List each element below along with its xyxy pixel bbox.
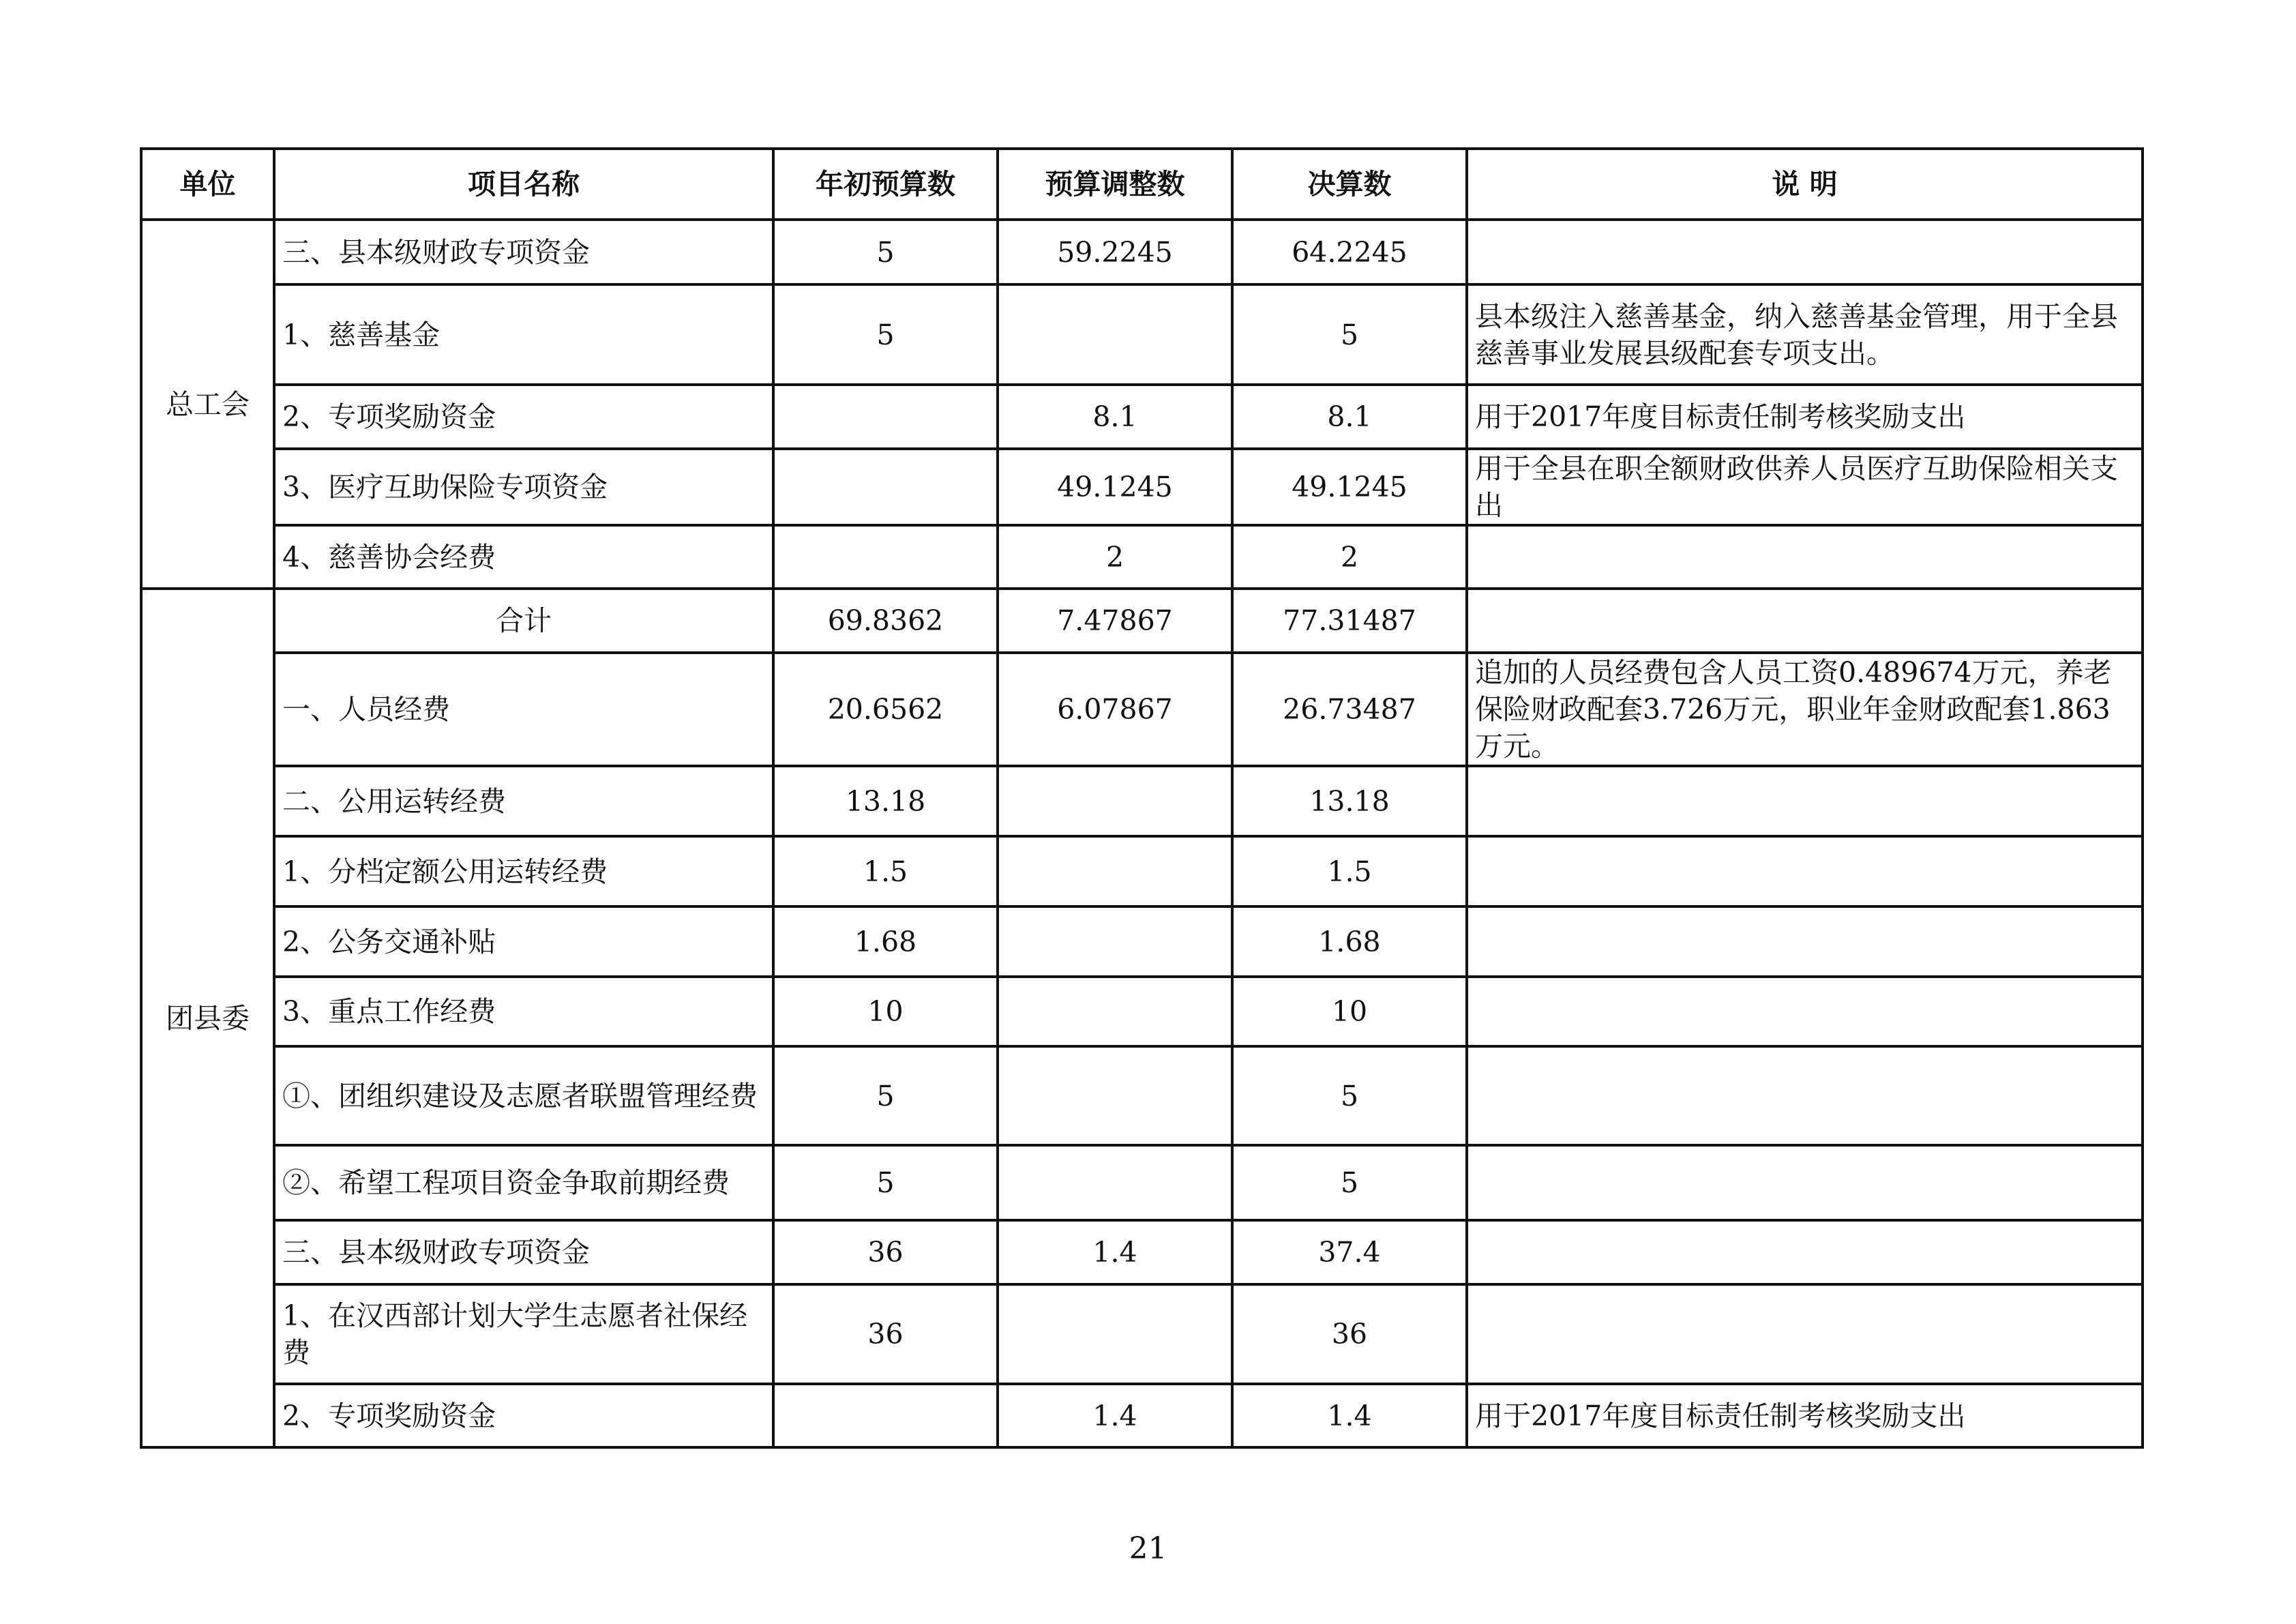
table-row xyxy=(141,449,2143,525)
project-name-cell: ②、希望工程项目资金争取前期经费 xyxy=(274,1145,773,1220)
budget-adjustment-cell xyxy=(998,836,1232,906)
budget-table xyxy=(140,147,2144,1449)
budget-adjustment-cell: 49.1245 xyxy=(998,449,1232,525)
initial-budget-cell: 5 xyxy=(773,284,998,385)
final-account-cell: 5 xyxy=(1232,284,1467,385)
initial-budget-cell xyxy=(773,1384,998,1447)
final-account-cell: 2 xyxy=(1232,525,1467,589)
table-row xyxy=(141,836,2143,906)
initial-budget-cell: 5 xyxy=(773,1046,998,1145)
initial-budget-cell: 36 xyxy=(773,1284,998,1384)
budget-adjustment-cell: 7.47867 xyxy=(998,589,1232,653)
project-name-cell: 3、医疗互助保险专项资金 xyxy=(274,449,773,525)
budget-adjustment-cell: 6.07867 xyxy=(998,653,1232,766)
table-row xyxy=(141,385,2143,449)
header-final-account: 决算数 xyxy=(1232,149,1467,220)
project-name-cell: 一、人员经费 xyxy=(274,653,773,766)
final-account-cell: 49.1245 xyxy=(1232,449,1467,525)
budget-adjustment-cell xyxy=(998,1046,1232,1145)
note-cell: 用于2017年度目标责任制考核奖励支出 xyxy=(1467,385,2143,449)
note-cell xyxy=(1467,906,2143,977)
final-account-cell: 5 xyxy=(1232,1145,1467,1220)
budget-adjustment-cell: 8.1 xyxy=(998,385,1232,449)
project-name-cell: 1、慈善基金 xyxy=(274,284,773,385)
project-name-cell: 1、分档定额公用运转经费 xyxy=(274,836,773,906)
final-account-cell: 5 xyxy=(1232,1046,1467,1145)
table-row xyxy=(141,1046,2143,1145)
project-name-cell: 二、公用运转经费 xyxy=(274,766,773,836)
final-account-cell: 1.5 xyxy=(1232,836,1467,906)
budget-adjustment-cell xyxy=(998,906,1232,977)
budget-adjustment-cell xyxy=(998,284,1232,385)
final-account-cell: 1.4 xyxy=(1232,1384,1467,1447)
final-account-cell: 10 xyxy=(1232,977,1467,1046)
budget-adjustment-cell xyxy=(998,977,1232,1046)
project-name-cell: ①、团组织建设及志愿者联盟管理经费 xyxy=(274,1046,773,1145)
budget-adjustment-cell: 1.4 xyxy=(998,1384,1232,1447)
note-cell: 县本级注入慈善基金，纳入慈善基金管理，用于全县慈善事业发展县级配套专项支出。 xyxy=(1467,284,2143,385)
project-name-cell: 3、重点工作经费 xyxy=(274,977,773,1046)
note-cell xyxy=(1467,766,2143,836)
note-cell xyxy=(1467,1220,2143,1284)
table-row xyxy=(141,220,2143,284)
final-account-cell: 36 xyxy=(1232,1284,1467,1384)
header-project-name: 项目名称 xyxy=(274,149,773,220)
header-note: 说 明 xyxy=(1467,149,2143,220)
initial-budget-cell: 36 xyxy=(773,1220,998,1284)
table-row xyxy=(141,284,2143,385)
note-cell: 用于全县在职全额财政供养人员医疗互助保险相关支出 xyxy=(1467,449,2143,525)
header-initial-budget: 年初预算数 xyxy=(773,149,998,220)
unit-cell-zonggonghui: 总工会 xyxy=(141,220,274,589)
initial-budget-cell xyxy=(773,449,998,525)
project-name-cell: 4、慈善协会经费 xyxy=(274,525,773,589)
page-number: 21 xyxy=(1129,1531,1167,1566)
table-row xyxy=(141,1284,2143,1384)
note-cell xyxy=(1467,589,2143,653)
final-account-cell: 77.31487 xyxy=(1232,589,1467,653)
project-name-cell: 1、在汉西部计划大学生志愿者社保经费 xyxy=(274,1284,773,1384)
initial-budget-cell: 1.5 xyxy=(773,836,998,906)
header-unit: 单位 xyxy=(141,149,274,220)
final-account-cell: 1.68 xyxy=(1232,906,1467,977)
note-cell xyxy=(1467,836,2143,906)
note-cell xyxy=(1467,1145,2143,1220)
note-cell xyxy=(1467,1284,2143,1384)
initial-budget-cell: 20.6562 xyxy=(773,653,998,766)
note-cell xyxy=(1467,977,2143,1046)
note-cell xyxy=(1467,1046,2143,1145)
budget-adjustment-cell: 59.2245 xyxy=(998,220,1232,284)
table-row xyxy=(141,589,2143,653)
note-cell xyxy=(1467,220,2143,284)
budget-adjustment-cell xyxy=(998,766,1232,836)
table-row xyxy=(141,525,2143,589)
unit-cell-tuanxianwei: 团县委 xyxy=(141,589,274,1447)
table-row xyxy=(141,1145,2143,1220)
project-name-cell: 合计 xyxy=(274,589,773,653)
final-account-cell: 8.1 xyxy=(1232,385,1467,449)
initial-budget-cell: 1.68 xyxy=(773,906,998,977)
note-cell xyxy=(1467,525,2143,589)
table-row xyxy=(141,1384,2143,1447)
budget-adjustment-cell xyxy=(998,1284,1232,1384)
final-account-cell: 26.73487 xyxy=(1232,653,1467,766)
initial-budget-cell: 69.8362 xyxy=(773,589,998,653)
initial-budget-cell: 5 xyxy=(773,1145,998,1220)
initial-budget-cell: 10 xyxy=(773,977,998,1046)
table-row xyxy=(141,653,2143,766)
final-account-cell: 37.4 xyxy=(1232,1220,1467,1284)
initial-budget-cell: 5 xyxy=(773,220,998,284)
table-row xyxy=(141,1220,2143,1284)
budget-adjustment-cell: 1.4 xyxy=(998,1220,1232,1284)
table-row xyxy=(141,977,2143,1046)
initial-budget-cell: 13.18 xyxy=(773,766,998,836)
initial-budget-cell xyxy=(773,525,998,589)
note-cell: 用于2017年度目标责任制考核奖励支出 xyxy=(1467,1384,2143,1447)
note-cell: 追加的人员经费包含人员工资0.489674万元，养老保险财政配套3.726万元，职业年金财政配套1.863万元。 xyxy=(1467,653,2143,766)
header-budget-adjustment: 预算调整数 xyxy=(998,149,1232,220)
final-account-cell: 64.2245 xyxy=(1232,220,1467,284)
final-account-cell: 13.18 xyxy=(1232,766,1467,836)
table-row xyxy=(141,906,2143,977)
project-name-cell: 2、专项奖励资金 xyxy=(274,385,773,449)
project-name-cell: 三、县本级财政专项资金 xyxy=(274,220,773,284)
budget-adjustment-cell: 2 xyxy=(998,525,1232,589)
initial-budget-cell xyxy=(773,385,998,449)
project-name-cell: 2、公务交通补贴 xyxy=(274,906,773,977)
project-name-cell: 2、专项奖励资金 xyxy=(274,1384,773,1447)
project-name-cell: 三、县本级财政专项资金 xyxy=(274,1220,773,1284)
header-row xyxy=(141,149,2143,220)
table-row xyxy=(141,766,2143,836)
budget-adjustment-cell xyxy=(998,1145,1232,1220)
